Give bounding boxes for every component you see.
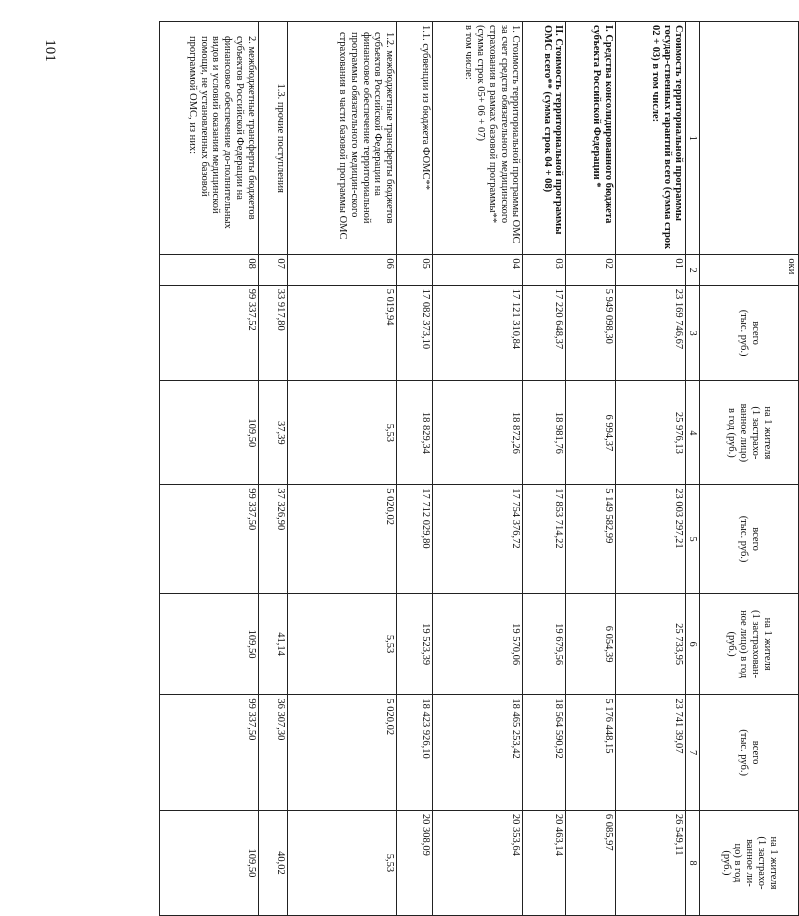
row-code: 03 bbox=[523, 255, 566, 285]
cell-value: 6 994,37 bbox=[566, 381, 615, 485]
cell-value: 109,50 bbox=[160, 593, 259, 695]
cell-value: 17 853 714,22 bbox=[523, 485, 566, 594]
row-code: 02 bbox=[566, 255, 615, 285]
header-col7: всего (тыс. руб.) bbox=[700, 695, 799, 811]
cell-value: 37,39 bbox=[258, 381, 287, 485]
row-code: 05 bbox=[397, 255, 433, 285]
cell-value: 17 754 376,72 bbox=[433, 485, 523, 594]
row-label: I. Средства консолидированного бюджета субъекта Российской Федерации * bbox=[566, 22, 615, 255]
cell-value: 19 679,56 bbox=[523, 593, 566, 695]
rotated-table-wrapper bbox=[159, 21, 799, 916]
row-code: 08 bbox=[160, 255, 259, 285]
header-row bbox=[700, 22, 799, 916]
row-label: 2. межбюджетные трансферты бюджетов субъектов Российской Федерации на финансовое обеспечение до-полнительных видов и условий оказания медицинской помощи, не установленных базовой программой ОМС, из них: bbox=[160, 22, 259, 255]
cell-value: 18 465 253,42 bbox=[433, 695, 523, 811]
table-row bbox=[397, 22, 433, 916]
header-label bbox=[700, 22, 799, 255]
cell-value: 5,53 bbox=[287, 593, 396, 695]
header-col5: всего (тыс. руб.) bbox=[700, 485, 799, 594]
table-row bbox=[160, 22, 259, 916]
column-number: 4 bbox=[686, 381, 700, 485]
cell-value: 6 054,39 bbox=[566, 593, 615, 695]
column-number: 5 bbox=[686, 485, 700, 594]
header-col8: на 1 жителя (1 застрахо- ванное ли- цо) в год (руб.) bbox=[700, 810, 799, 915]
cell-value: 20 308,09 bbox=[397, 810, 433, 915]
cell-value: 37 326,90 bbox=[258, 485, 287, 594]
column-number: 2 bbox=[686, 255, 700, 285]
table-row bbox=[615, 22, 686, 916]
cell-value: 5 176 448,15 bbox=[566, 695, 615, 811]
cell-value: 36 307,30 bbox=[258, 695, 287, 811]
cell-value: 25 976,13 bbox=[615, 381, 686, 485]
cell-value: 5 020,02 bbox=[287, 485, 396, 594]
cell-value: 33 917,80 bbox=[258, 285, 287, 381]
cell-value: 23 741 39,07 bbox=[615, 695, 686, 811]
cell-value: 23 003 297,21 bbox=[615, 485, 686, 594]
column-number-row bbox=[686, 22, 700, 916]
cell-value: 6 085,97 bbox=[566, 810, 615, 915]
row-label: 1.2. межбюджетные трансферты бюджетов субъектов Российской Федерации на финансовое обеспечение территориальной программы обязательного медицин-ского страхования в части базовой программы ОМС bbox=[287, 22, 396, 255]
cell-value: 40,02 bbox=[258, 810, 287, 915]
table-row bbox=[287, 22, 396, 916]
cell-value: 5,53 bbox=[287, 381, 396, 485]
cell-value: 26 549,11 bbox=[615, 810, 686, 915]
cell-value: 41,14 bbox=[258, 593, 287, 695]
cell-value: 18 564 590,92 bbox=[523, 695, 566, 811]
cell-value: 23 169 746,67 bbox=[615, 285, 686, 381]
row-code: 07 bbox=[258, 255, 287, 285]
column-number: 3 bbox=[686, 285, 700, 381]
cell-value: 99 337,50 bbox=[160, 695, 259, 811]
budget-table bbox=[159, 21, 799, 916]
column-number: 6 bbox=[686, 593, 700, 695]
cell-value: 18 872,26 bbox=[433, 381, 523, 485]
row-code: 04 bbox=[433, 255, 523, 285]
cell-value: 109,50 bbox=[160, 810, 259, 915]
cell-value: 5,53 bbox=[287, 810, 396, 915]
page-number: 101 bbox=[41, 39, 58, 62]
row-label: II. Стоимость территориальной программы ОМС всего** (сумма строк 04 + 08) bbox=[523, 22, 566, 255]
header-code: оки bbox=[700, 255, 799, 285]
cell-value: 19 523,39 bbox=[397, 593, 433, 695]
row-label: 1.3. прочие поступления bbox=[258, 22, 287, 255]
cell-value: 5 019,94 bbox=[287, 285, 396, 381]
row-label: Стоимость территориальной программы государ-ственных гарантий всего (сумма строк 02 + 03) в том числе: bbox=[615, 22, 686, 255]
cell-value: 5 949 098,30 bbox=[566, 285, 615, 381]
table-row bbox=[258, 22, 287, 916]
row-code: 01 bbox=[615, 255, 686, 285]
row-code: 06 bbox=[287, 255, 396, 285]
row-label: 1. Стоимость территориальной программы ОМС за счет средств обязательного медицинского страхования в рамках базовой программы** (сумма строк 05+ 06 + 07) в том числе: bbox=[433, 22, 523, 255]
cell-value: 99 337,52 bbox=[160, 285, 259, 381]
header-col3: всего (тыс. руб.) bbox=[700, 285, 799, 381]
table-row bbox=[523, 22, 566, 916]
cell-value: 17 082 373,10 bbox=[397, 285, 433, 381]
cell-value: 18 829,34 bbox=[397, 381, 433, 485]
cell-value: 99 337,50 bbox=[160, 485, 259, 594]
cell-value: 19 570,06 bbox=[433, 593, 523, 695]
table-row bbox=[566, 22, 615, 916]
cell-value: 17 220 648,37 bbox=[523, 285, 566, 381]
cell-value: 18 423 926,10 bbox=[397, 695, 433, 811]
column-number: 1 bbox=[686, 22, 700, 255]
cell-value: 5 020,02 bbox=[287, 695, 396, 811]
cell-value: 18 981,76 bbox=[523, 381, 566, 485]
cell-value: 17 712 029,80 bbox=[397, 485, 433, 594]
cell-value: 109,50 bbox=[160, 381, 259, 485]
row-label: 1.1. субвенции из бюджета ФОМС** bbox=[397, 22, 433, 255]
cell-value: 17 121 310,84 bbox=[433, 285, 523, 381]
cell-value: 20 353,64 bbox=[433, 810, 523, 915]
header-col6: на 1 жителя (1 застрахован- ное лицо) в год (руб.) bbox=[700, 593, 799, 695]
table-row bbox=[433, 22, 523, 916]
header-col4: на 1 жителя (1 застрахо- ванное лицо) в год (руб.) bbox=[700, 381, 799, 485]
cell-value: 25 733,95 bbox=[615, 593, 686, 695]
cell-value: 5 149 582,99 bbox=[566, 485, 615, 594]
cell-value: 20 463,14 bbox=[523, 810, 566, 915]
column-number: 7 bbox=[686, 695, 700, 811]
column-number: 8 bbox=[686, 810, 700, 915]
